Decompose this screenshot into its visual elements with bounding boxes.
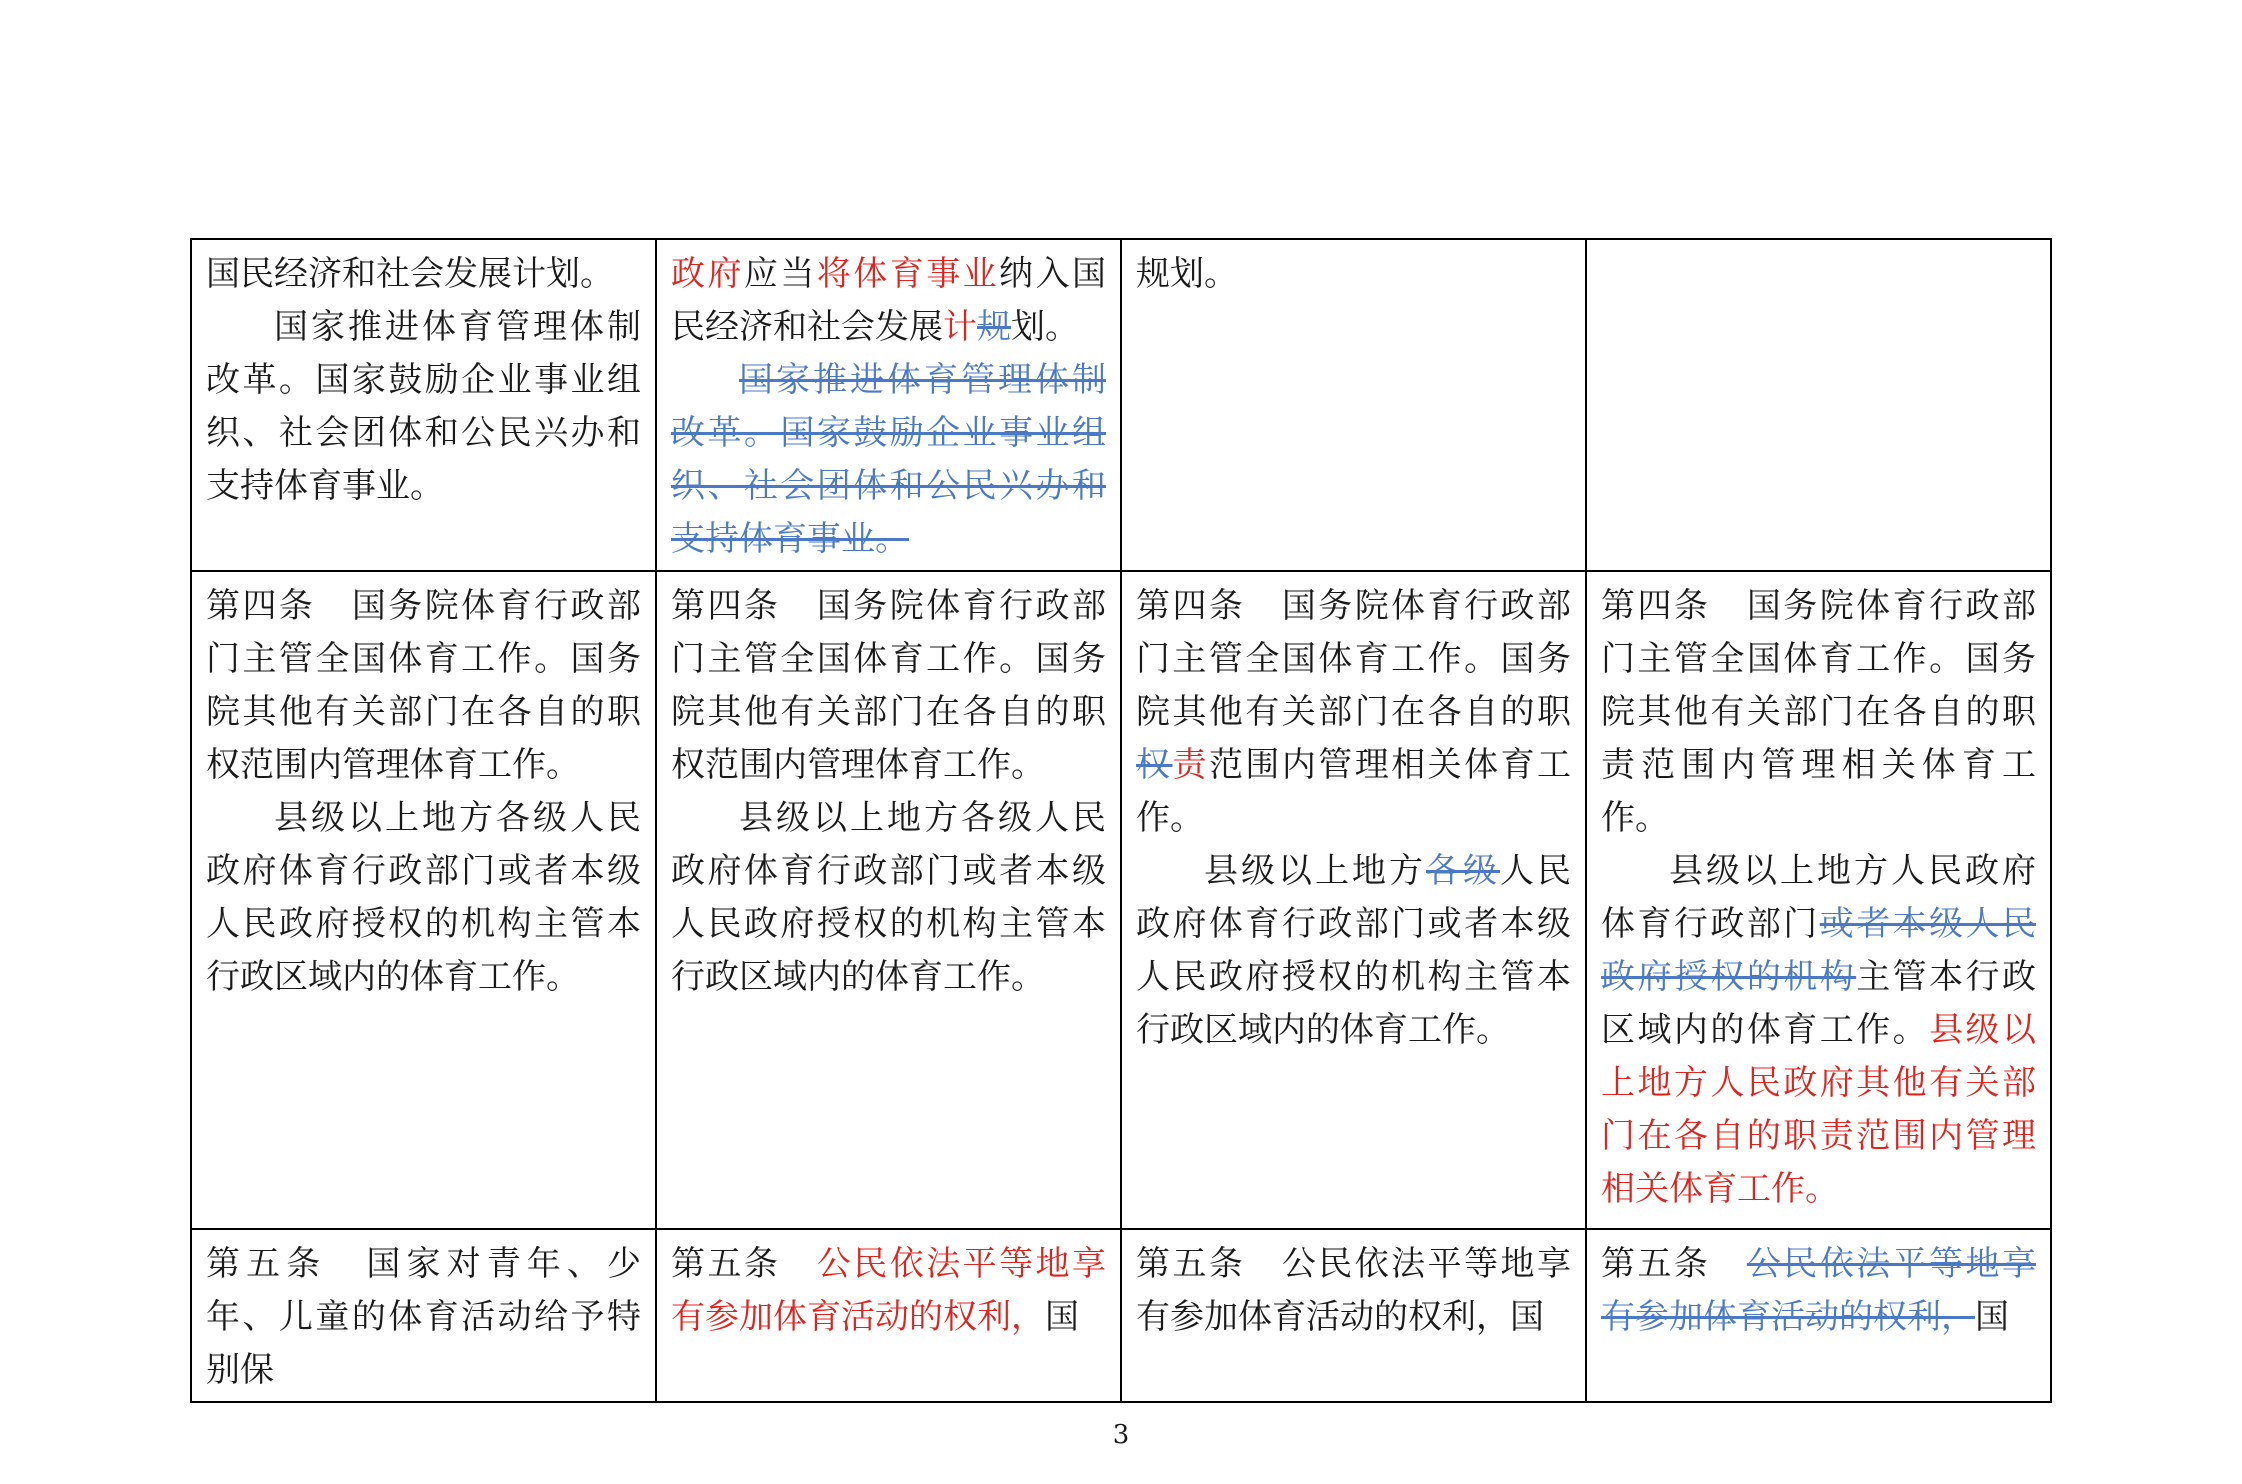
body-text: 县级以上地方各级人民政府体育行政部门或者本级人民政府授权的机构主管本行政区域内的体育工作。 <box>671 798 1106 997</box>
table-row <box>191 1229 2051 1402</box>
cell-paragraph <box>1136 1238 1571 1344</box>
deleted-text: 权 <box>1136 745 1173 785</box>
comparison-table <box>190 238 2052 1403</box>
cell-paragraph <box>1601 845 2036 1216</box>
cell-content <box>1601 580 2036 1216</box>
deleted-text: 各级 <box>1426 851 1500 891</box>
inserted-text: 公民依法平等地享有参加体育活动的权利， <box>671 1244 1107 1337</box>
body-text: 第五条 <box>1601 1244 1747 1284</box>
body-text: 主管本行政区域内的体育工作。 <box>1601 957 2037 1050</box>
deleted-text: 国家推进体育管理体制改革。国家鼓励企业事业组织、社会团体和公民兴办和支持体育事业。 <box>671 360 1106 559</box>
cell-content <box>671 580 1106 1004</box>
body-text: 国家推进体育管理体制改革。国家鼓励企业事业组织、社会团体和公民兴办和支持体育事业。 <box>206 307 641 506</box>
table-row <box>191 239 2051 571</box>
body-text: 第四条 国务院体育行政部门主管全国体育工作。国务院其他有关部门在各自的职责范围内管理相关体育工作。 <box>1601 586 2036 838</box>
body-text: 划。 <box>1011 307 1079 347</box>
body-text: 第五条 公民依法平等地享有参加体育活动的权利，国 <box>1136 1244 1571 1337</box>
inserted-text: 政府 <box>671 254 744 294</box>
inserted-text: 责 <box>1172 745 1209 785</box>
body-text: 第四条 国务院体育行政部门主管全国体育工作。国务院其他有关部门在各自的职 <box>1136 586 1571 732</box>
body-text: 第四条 国务院体育行政部门主管全国体育工作。国务院其他有关部门在各自的职权范围内管理体育工作。 <box>206 586 641 785</box>
body-text: 县级以上地方 <box>1204 851 1426 891</box>
cell-paragraph <box>1601 1238 2036 1344</box>
table-row <box>191 571 2051 1229</box>
cell-content <box>206 580 641 1004</box>
inserted-text: 将体育事业 <box>816 254 1000 294</box>
body-text: 第五条 <box>671 1244 817 1284</box>
cell-content <box>206 248 641 513</box>
cell-content <box>671 248 1106 566</box>
body-text: 规划。 <box>1136 254 1238 294</box>
body-text: 第四条 国务院体育行政部门主管全国体育工作。国务院其他有关部门在各自的职权范围内管理体育工作。 <box>671 586 1106 785</box>
cell-paragraph <box>1136 248 1571 301</box>
table-cell <box>1586 1229 2051 1402</box>
cell-paragraph <box>206 792 641 1004</box>
cell-content <box>206 1238 641 1397</box>
table-cell <box>1586 571 2051 1229</box>
cell-paragraph <box>671 792 1106 1004</box>
cell-paragraph <box>671 1238 1106 1344</box>
cell-paragraph <box>671 354 1106 566</box>
cell-paragraph <box>1601 580 2036 845</box>
table-cell <box>191 239 656 571</box>
body-text: 国 <box>1975 1297 2009 1337</box>
inserted-text: 县级以上地方人民政府其他有关部门在各自的职责范围内管理相关体育工作。 <box>1601 1010 2037 1209</box>
deleted-text: 规 <box>977 307 1011 347</box>
table-cell <box>191 571 656 1229</box>
table-cell <box>1586 239 2051 571</box>
body-text: 县级以上地方人民政府体育行政部门 <box>1601 851 2036 944</box>
cell-content <box>1601 1238 2036 1344</box>
table-cell <box>656 571 1121 1229</box>
page-number: 3 <box>1112 1420 1130 1450</box>
body-text: 范围内管理相关体育工作。 <box>1136 745 1572 838</box>
deleted-text: 公民依法平等地享有参加体育活动的权利， <box>1601 1244 2037 1337</box>
body-text: 县级以上地方各级人民政府体育行政部门或者本级人民政府授权的机构主管本行政区域内的体育工作。 <box>206 798 641 997</box>
body-text: 应当 <box>743 254 817 294</box>
table-cell <box>191 1229 656 1402</box>
table-cell <box>656 1229 1121 1402</box>
body-text: 纳入国民经济和社会发展 <box>671 254 1107 347</box>
cell-content <box>1136 1238 1571 1344</box>
cell-paragraph <box>1136 580 1571 845</box>
cell-paragraph <box>206 301 641 513</box>
body-text: 国民经济和社会发展计划。 <box>206 254 614 294</box>
cell-paragraph <box>206 1238 641 1397</box>
cell-paragraph <box>206 580 641 792</box>
cell-paragraph <box>671 248 1106 354</box>
table-cell <box>1121 1229 1586 1402</box>
cell-paragraph <box>206 248 641 301</box>
table-cell <box>1121 571 1586 1229</box>
body-text: 国 <box>1045 1297 1079 1337</box>
cell-paragraph <box>1136 845 1571 1057</box>
body-text: 人民政府体育行政部门或者本级人民政府授权的机构主管本行政区域内的体育工作。 <box>1136 851 1571 1050</box>
deleted-text: 或者本级人民政府授权的机构 <box>1601 904 2037 997</box>
inserted-text: 计 <box>943 307 977 347</box>
body-text: 第五条 国家对青年、少年、儿童的体育活动给予特别保 <box>206 1244 641 1390</box>
cell-content <box>1136 248 1571 301</box>
cell-content <box>671 1238 1106 1344</box>
cell-paragraph <box>671 580 1106 792</box>
table-cell <box>656 239 1121 571</box>
table-cell <box>1121 239 1586 571</box>
cell-content <box>1136 580 1571 1057</box>
